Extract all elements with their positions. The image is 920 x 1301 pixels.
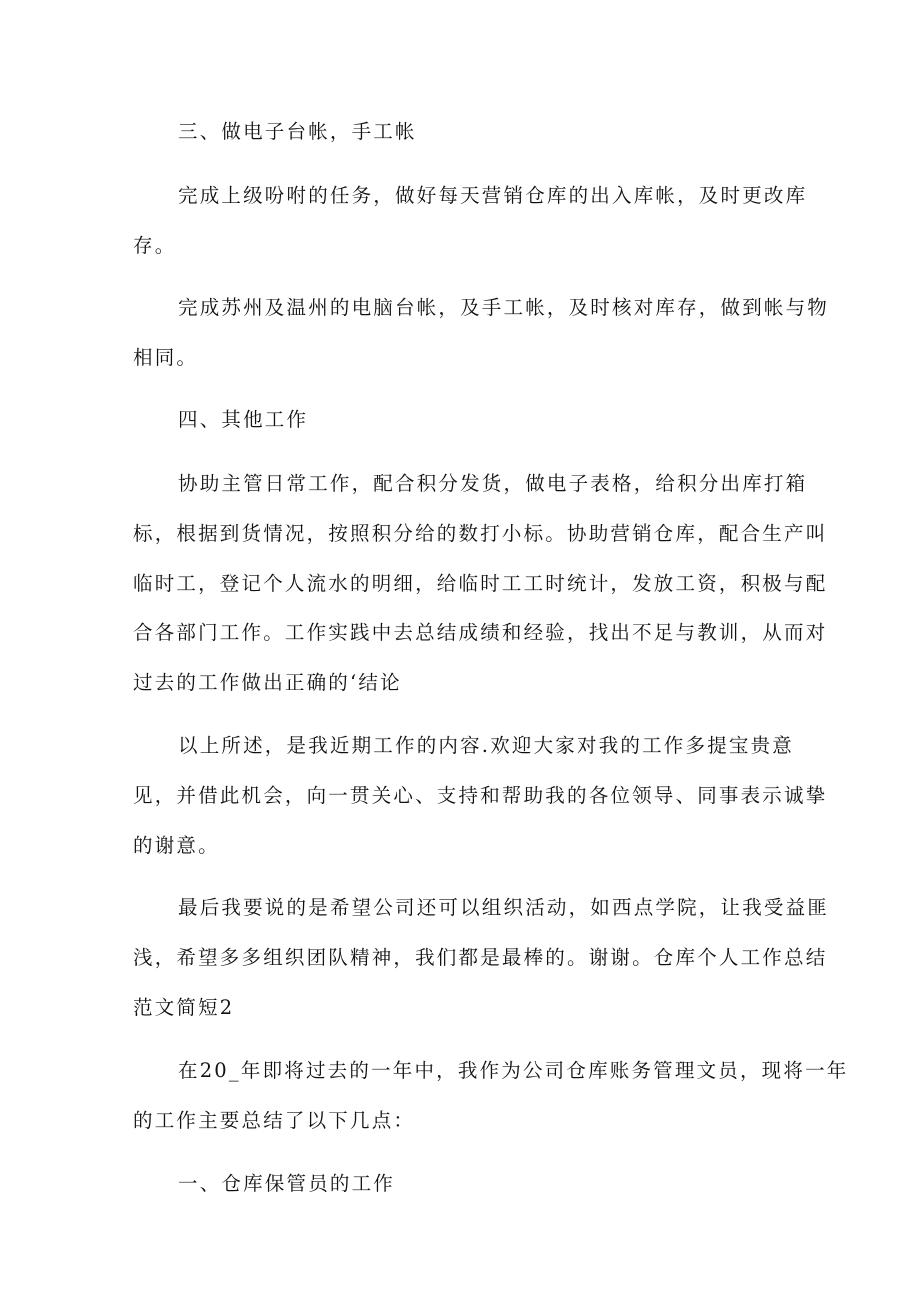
paragraph-line: 在20_年即将过去的一年中，我作为公司仓库账务管理文员，现将一年	[178, 1059, 849, 1082]
paragraph-line: 存。	[133, 234, 177, 257]
paragraph-line: 过去的工作做出正确的‘结论	[133, 671, 402, 694]
section-heading-4: 四、其他工作	[178, 408, 309, 431]
paragraph-line: 相同。	[133, 346, 199, 369]
paragraph-line: 合各部门工作。工作实践中去总结成绩和经验，找出不足与教训，从而对	[133, 621, 828, 644]
paragraph-line: 范文简短2	[133, 996, 235, 1019]
paragraph-line: 的工作主要总结了以下几点：	[133, 1109, 416, 1132]
paragraph-line: 最后我要说的是希望公司还可以组织活动，如西点学院，让我受益匪	[178, 896, 830, 919]
paragraph-line: 见，并借此机会，向一贯关心、支持和帮助我的各位领导、同事表示诚挚	[133, 784, 828, 807]
paragraph-line: 以上所述，是我近期工作的内容.欢迎大家对我的工作多提宝贵意	[178, 734, 794, 757]
paragraph-line: 协助主管日常工作，配合积分发货，做电子表格，给积分出库打箱	[178, 472, 808, 495]
paragraph-line: 浅，希望多多组织团队精神，我们都是最棒的。谢谢。仓库个人工作总结	[133, 946, 828, 969]
paragraph-line: 临时工，登记个人流水的明细，给临时工工时统计，发放工资，积极与配	[133, 572, 828, 595]
paragraph-line: 完成苏州及温州的电脑台帐，及手工帐，及时核对库存，做到帐与物	[178, 296, 830, 319]
paragraph-line: 完成上级吩咐的任务，做好每天营销仓库的出入库帐，及时更改库	[178, 184, 808, 207]
paragraph-line: 标，根据到货情况，按照积分给的数打小标。协助营销仓库，配合生产叫	[133, 522, 828, 545]
section-heading-1: 一、仓库保管员的工作	[178, 1172, 396, 1195]
paragraph-line: 的谢意。	[133, 834, 220, 857]
section-heading-3: 三、做电子台帐，手工帐	[178, 120, 417, 143]
